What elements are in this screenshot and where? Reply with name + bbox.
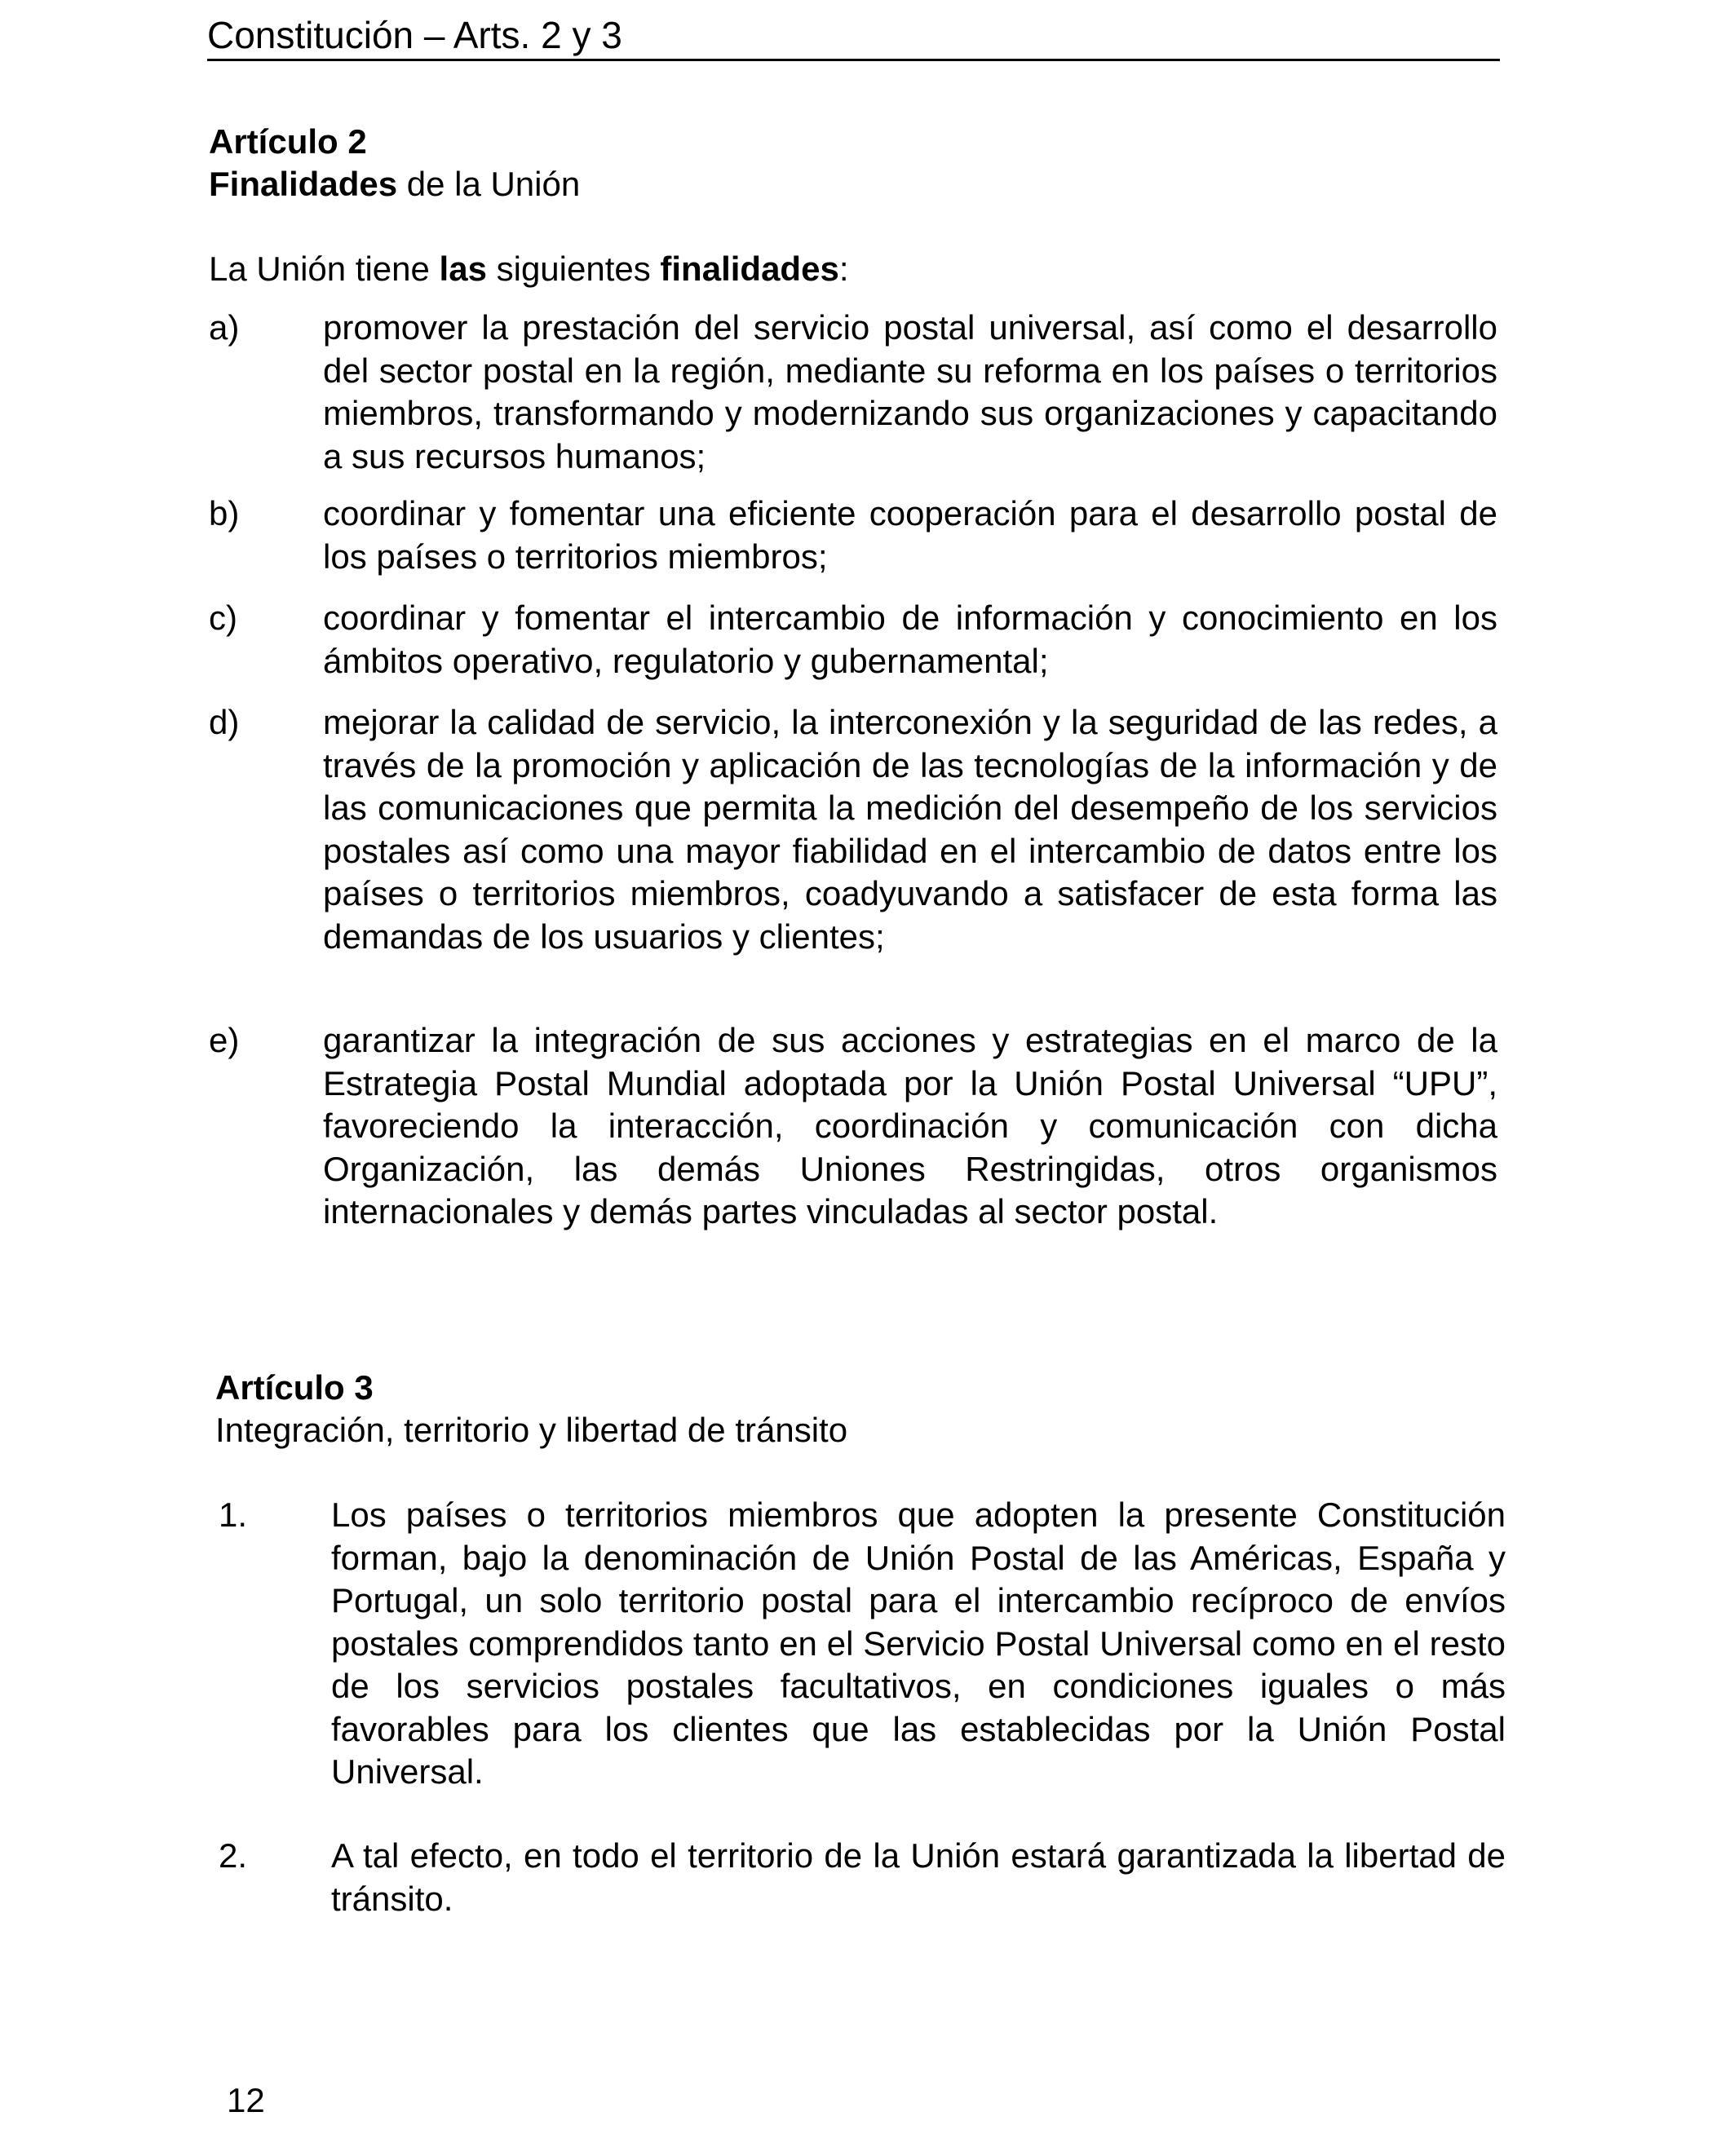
running-header: Constitución – Arts. 2 y 3 <box>207 11 1500 61</box>
intro-bold-las: las <box>439 250 487 288</box>
list-marker: e) <box>209 1021 240 1059</box>
list-item-text: garantizar la integración de sus acciones y estrategias en el marco de la Estrategia Postal Mundial adoptada por la Unión Postal Universal “UPU”, favoreciendo la interacción, coordinación y comunicación con dicha Organización, las demás Uniones Restringidas, otros organismos internacionales y demás partes vinculadas al sector postal. <box>323 1021 1497 1230</box>
page-number: 12 <box>227 2081 265 2119</box>
article-2-intro <box>209 248 848 290</box>
intro-text-mid: siguientes <box>486 250 661 288</box>
list-marker: 2. <box>219 1836 248 1875</box>
article-3-title: Integración, territorio y libertad de tránsito <box>215 1411 848 1449</box>
list-item-text: Los países o territorios miembros que adopten la presente Constitución forman, bajo la denominación de Unión Postal de las Américas, España y Portugal, un solo territorio postal para el intercambio recíproco de envíos postales comprendidos tanto en el Servicio Postal Universal como en el resto de los servicios postales facultativos, en condiciones iguales o más favorables para los clientes que las establecidas por la Unión Postal Universal. <box>331 1496 1506 1791</box>
list-marker: 1. <box>219 1496 248 1534</box>
list-item-text: mejorar la calidad de servicio, la interconexión y la seguridad de las redes, a través de la promoción y aplicación de las tecnologías de la información y de las comunicaciones que permita la medición del desempeño de los servicios postales así como una mayor fiabilidad en el intercambio de datos entre los países o territorios miembros, coadyuvando a satisfacer de esta forma las demandas de los usuarios y clientes; <box>323 703 1497 956</box>
article-3-heading <box>215 1367 847 1451</box>
list-item-text: A tal efecto, en todo el territorio de la Unión estará garantizada la libertad de tránsito. <box>331 1836 1506 1918</box>
list-marker: c) <box>209 599 237 637</box>
list-marker: b) <box>209 494 240 532</box>
article-2-number: Artículo 2 <box>209 122 367 161</box>
article-2-title-rest: de la Unión <box>397 165 581 203</box>
article-2-title-bold: Finalidades <box>209 165 398 203</box>
article-2-heading <box>209 121 580 205</box>
article-2-title <box>209 163 580 205</box>
list-marker: a) <box>209 308 240 347</box>
list-item-text: coordinar y fomentar una eficiente cooperación para el desarrollo postal de los países o territorios miembros; <box>323 494 1497 576</box>
list-item-text: coordinar y fomentar el intercambio de información y conocimiento en los ámbitos operativo, regulatorio y gubernamental; <box>323 599 1497 680</box>
list-item-text: promover la prestación del servicio postal universal, así como el desarrollo del sector postal en la región, mediante su reforma en los países o territorios miembros, transformando y modernizando sus organizaciones y capacitando a sus recursos humanos; <box>323 308 1497 475</box>
article-3-number: Artículo 3 <box>215 1368 374 1407</box>
list-marker: d) <box>209 703 240 741</box>
intro-text: La Unión tiene <box>209 250 440 288</box>
intro-colon: : <box>838 250 849 288</box>
intro-bold-finalidades: finalidades <box>660 250 839 288</box>
